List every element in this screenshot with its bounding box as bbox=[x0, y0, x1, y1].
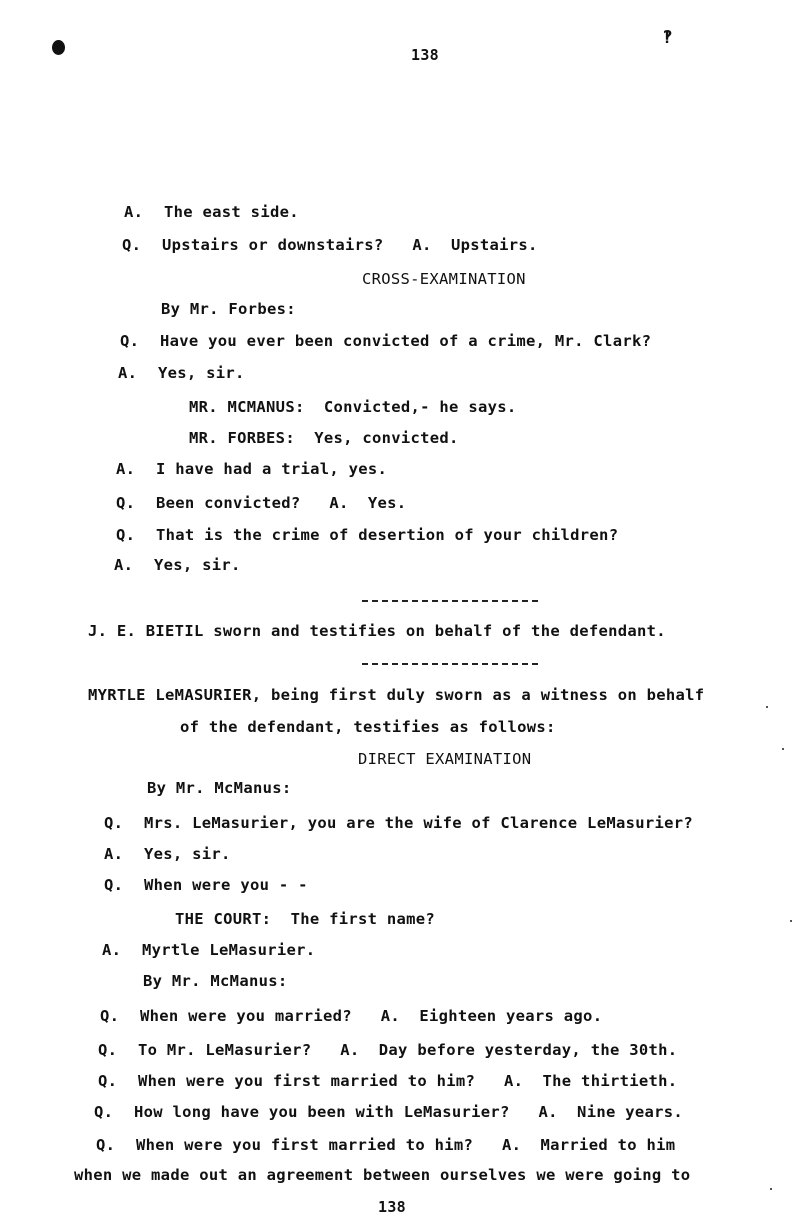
page-number-bottom: 138 bbox=[378, 1198, 406, 1216]
speaker-line: THE COURT: The first name? bbox=[175, 910, 436, 928]
witness-note: J. E. BIETIL sworn and testifies on behalf of the defendant. bbox=[88, 622, 666, 640]
answer-continuation: when we made out an agreement between ourselves we were going to bbox=[74, 1166, 691, 1184]
question-line: Q. When were you - - bbox=[104, 876, 308, 894]
witness-intro: MYRTLE LeMASURIER, being first duly sworn as a witness on behalf bbox=[88, 686, 705, 704]
examiner-line: By Mr. Forbes: bbox=[161, 300, 296, 318]
section-heading-cross: CROSS-EXAMINATION bbox=[362, 270, 526, 288]
question-line: Q. How long have you been with LeMasurier? A. Nine years. bbox=[94, 1103, 684, 1121]
answer-line: A. The east side. bbox=[124, 203, 299, 221]
question-line: Q. Been convicted? A. Yes. bbox=[116, 494, 407, 512]
answer-line: A. Yes, sir. bbox=[118, 364, 245, 382]
question-line: Q. When were you first married to him? A. Married to him bbox=[96, 1136, 676, 1154]
answer-line: A. Myrtle LeMasurier. bbox=[102, 941, 316, 959]
answer-line: A. I have had a trial, yes. bbox=[116, 460, 388, 478]
page-number-top: 138 bbox=[411, 46, 439, 64]
speck bbox=[782, 748, 784, 750]
examiner-line: By Mr. McManus: bbox=[143, 972, 288, 990]
ink-blot bbox=[52, 40, 65, 55]
margin-mark: ‽ bbox=[662, 27, 673, 48]
examiner-line: By Mr. McManus: bbox=[147, 779, 292, 797]
speaker-line: MR. MCMANUS: Convicted,- he says. bbox=[189, 398, 517, 416]
separator-rule bbox=[362, 600, 538, 602]
section-heading-direct: DIRECT EXAMINATION bbox=[358, 750, 532, 768]
question-line: Q. That is the crime of desertion of your children? bbox=[116, 526, 619, 544]
witness-intro-cont: of the defendant, testifies as follows: bbox=[180, 718, 556, 736]
answer-line: A. Yes, sir. bbox=[104, 845, 231, 863]
separator-rule bbox=[362, 663, 538, 665]
answer-line: A. Yes, sir. bbox=[114, 556, 241, 574]
question-line: Q. When were you married? A. Eighteen years ago. bbox=[100, 1007, 603, 1025]
speaker-line: MR. FORBES: Yes, convicted. bbox=[189, 429, 459, 447]
question-line: Q. To Mr. LeMasurier? A. Day before yesterday, the 30th. bbox=[98, 1041, 678, 1059]
speck bbox=[770, 1188, 772, 1190]
question-line: Q. Have you ever been convicted of a crime, Mr. Clark? bbox=[120, 332, 652, 350]
speck bbox=[790, 920, 792, 922]
question-line: Q. When were you first married to him? A. The thirtieth. bbox=[98, 1072, 678, 1090]
speck bbox=[766, 706, 768, 708]
question-line: Q. Upstairs or downstairs? A. Upstairs. bbox=[122, 236, 538, 254]
question-line: Q. Mrs. LeMasurier, you are the wife of Clarence LeMasurier? bbox=[104, 814, 694, 832]
